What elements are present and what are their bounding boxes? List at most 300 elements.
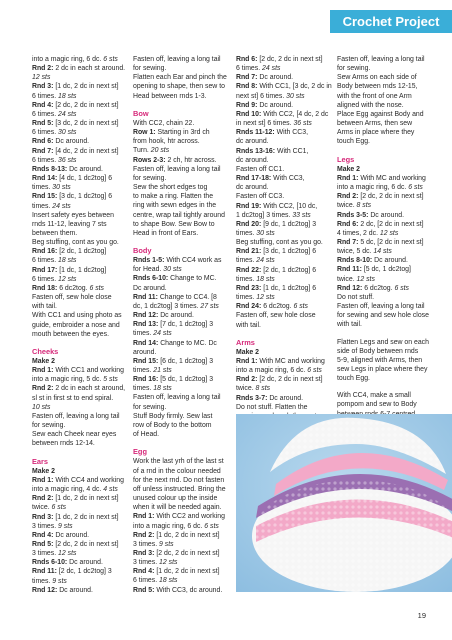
- text-run: in next st] 6 times.: [236, 120, 294, 128]
- text-run: when it will be needed again.: [133, 504, 222, 512]
- text-run: Head in front of Ears.: [133, 229, 199, 237]
- text-run: 6 times.: [133, 577, 160, 585]
- text-run: Rnds 3-7:: [236, 394, 270, 402]
- text-line: [133, 174, 229, 183]
- text-run: Sew Arms on each side of: [337, 74, 417, 82]
- text-line: [32, 55, 128, 64]
- text-run: 6 sts: [307, 367, 322, 375]
- text-line: [133, 467, 229, 476]
- text-line: [133, 512, 229, 521]
- text-run: mouth between the eyes.: [32, 330, 109, 338]
- text-line: [236, 338, 332, 348]
- text-run: [7 dc, 1 dc2tog] 3: [160, 321, 214, 329]
- text-line: [337, 183, 433, 192]
- section-heading: Body: [133, 245, 152, 255]
- text-run: 33 sts: [292, 211, 311, 219]
- text-run: 12 sts: [356, 275, 375, 283]
- text-line: [337, 265, 433, 274]
- text-run: Beg stuffing, cont as you go.: [236, 239, 323, 247]
- text-run: into a magic ring, 4 dc.: [32, 486, 104, 494]
- text-run: 30 sts: [256, 229, 275, 237]
- text-run: Rnds 8-13:: [32, 165, 70, 173]
- text-line: [337, 247, 433, 256]
- text-run: Rnd 1:: [32, 367, 56, 375]
- text-run: Rnd 11:: [32, 568, 59, 576]
- text-line: [32, 64, 128, 73]
- text-run: 6 times.: [32, 92, 59, 100]
- text-line: [236, 293, 332, 302]
- text-run: With CC1,: [276, 147, 309, 155]
- text-line: [32, 457, 128, 467]
- text-run: Rnd 2:: [236, 376, 260, 384]
- text-run: Sew the short edges tog: [133, 184, 208, 192]
- text-run: Fasten off, leaving a long tail: [133, 394, 221, 402]
- text-line: [32, 302, 128, 311]
- text-run: [4 dc, 1 dc2tog] 6: [59, 175, 113, 183]
- text-line: [236, 403, 332, 412]
- text-line: [32, 513, 128, 522]
- text-run: Rnd 3:: [32, 513, 56, 521]
- text-run: 30 sts: [163, 266, 182, 274]
- text-line: [236, 64, 332, 73]
- egg-photo: [236, 414, 452, 592]
- text-run: 24 sts: [153, 330, 172, 338]
- text-run: to shape Bow. Sew Bow to: [133, 220, 215, 228]
- text-line: [133, 375, 229, 384]
- text-line: [133, 476, 229, 485]
- text-line: [236, 92, 332, 101]
- text-run: Rnd 12:: [133, 312, 161, 320]
- text-run: 12 sts: [159, 559, 178, 567]
- text-run: 2 dc in each st around.: [55, 65, 126, 73]
- text-line: [133, 549, 229, 558]
- text-line: [133, 503, 229, 512]
- text-line: [236, 119, 332, 128]
- text-line: [32, 229, 128, 238]
- text-run: 6 sts: [293, 303, 309, 311]
- text-run: Rnd 5:: [32, 120, 56, 128]
- text-line: [133, 522, 229, 531]
- text-run: Rnd 24:: [236, 303, 264, 311]
- text-run: Rnd 7:: [32, 147, 56, 155]
- text-run: Rnd 15:: [32, 193, 60, 201]
- text-line: [337, 229, 433, 238]
- text-run: Rnd 16:: [133, 376, 161, 384]
- text-run: 2 dc, [2 dc in next st]: [360, 220, 424, 228]
- text-line: [236, 302, 332, 311]
- text-run: [6 dc, 1 dc2tog] 3: [160, 357, 214, 365]
- text-run: [5 dc, 1 dc2tog] 3: [160, 376, 214, 384]
- text-line: [337, 284, 433, 293]
- text-run: Rnd 11:: [337, 266, 364, 274]
- text-run: times.: [32, 184, 53, 192]
- text-line: [32, 165, 128, 174]
- text-run: guide, embroider a nose and: [32, 321, 120, 329]
- text-run: 9 sts: [159, 540, 174, 548]
- text-run: twice.: [236, 385, 256, 393]
- text-run: between them.: [32, 229, 78, 237]
- text-line: [32, 375, 128, 384]
- text-run: 12 sts: [58, 550, 77, 558]
- text-run: [1 dc, 1 dc2tog]: [59, 266, 107, 274]
- text-run: from hook, htr across.: [133, 138, 200, 146]
- text-run: Rnds 3-5:: [337, 211, 371, 219]
- section-title: Crochet Project: [342, 14, 440, 29]
- text-run: With CC1 and working: [55, 367, 124, 375]
- paragraph: [337, 338, 433, 384]
- text-run: Rnd 14:: [133, 339, 161, 347]
- text-line: [236, 55, 332, 64]
- text-run: Change to MC.: [170, 275, 217, 283]
- text-line: [133, 265, 229, 274]
- paragraph: [133, 109, 229, 238]
- text-run: Make 2: [32, 467, 55, 475]
- text-run: Fasten off CC1.: [236, 165, 285, 173]
- text-line: [337, 356, 433, 365]
- text-line: [337, 256, 433, 265]
- text-run: Dc around.: [59, 586, 93, 594]
- text-run: Rnd 7:: [236, 74, 260, 82]
- text-run: times.: [236, 257, 257, 265]
- text-line: [133, 366, 229, 375]
- text-line: [133, 531, 229, 540]
- text-run: touch Egg.: [337, 375, 370, 383]
- text-run: Rnd 6:: [337, 220, 361, 228]
- paragraph: [133, 447, 229, 595]
- text-run: Rnd 1:: [133, 513, 157, 521]
- text-run: Dc around.: [374, 257, 408, 265]
- text-run: Rnd 6:: [236, 56, 260, 63]
- text-run: 14 sts: [373, 248, 392, 256]
- text-run: [1 dc, 2 dc in next st]: [156, 531, 220, 539]
- text-line: [236, 174, 332, 183]
- text-run: Make 2: [337, 165, 360, 173]
- text-run: With CC4 work as: [166, 257, 222, 265]
- text-line: [236, 266, 332, 275]
- paragraph: [133, 55, 229, 101]
- column-3: [236, 55, 332, 439]
- text-line: [133, 311, 229, 320]
- text-run: [2 dc, 2 dc in next st]: [360, 193, 424, 201]
- text-line: [133, 201, 229, 210]
- text-run: 6 sts: [394, 284, 410, 292]
- text-run: [3 dc, 1 dc2tog] 6: [263, 248, 317, 256]
- text-run: into a magic ring, 5 dc.: [32, 376, 104, 384]
- text-run: Insert safety eyes between: [32, 211, 114, 219]
- text-line: [32, 293, 128, 302]
- text-line: [32, 238, 128, 247]
- text-run: 3 times.: [133, 559, 160, 567]
- text-run: With CC4 and working: [55, 476, 124, 484]
- text-run: Rnd 19:: [236, 202, 264, 210]
- text-line: [337, 400, 433, 409]
- text-line: [133, 92, 229, 101]
- text-run: [1 dc, 2 dc in next st]: [156, 568, 220, 576]
- text-run: 6 times.: [32, 110, 59, 118]
- text-line: [236, 192, 332, 201]
- text-run: [1 dc, 1 dc2tog] 6: [263, 284, 317, 292]
- text-run: pompom and sew to Body: [337, 401, 417, 409]
- text-line: [133, 137, 229, 146]
- text-line: [337, 293, 433, 302]
- text-run: 6 times.: [32, 156, 59, 164]
- text-run: 18 sts: [58, 92, 77, 100]
- text-run: Turn.: [133, 147, 151, 155]
- text-line: [236, 311, 332, 320]
- text-line: [32, 156, 128, 165]
- text-run: Rnds 8-10:: [337, 257, 375, 265]
- text-run: 12 sts: [32, 74, 51, 82]
- column-2: [133, 55, 229, 595]
- text-line: [32, 549, 128, 558]
- text-run: Stuff Body firmly. Sew last: [133, 412, 213, 420]
- text-run: twice, 5 dc.: [337, 248, 374, 256]
- text-run: twice.: [337, 275, 357, 283]
- text-run: Fasten off, sew hole close: [32, 294, 112, 302]
- paragraph: [236, 55, 332, 330]
- text-line: [236, 375, 332, 384]
- text-run: Rnd 1:: [337, 174, 361, 182]
- text-line: [236, 82, 332, 91]
- text-run: of a rnd in the colour needed: [133, 467, 221, 475]
- text-run: With CC2 and working: [156, 513, 225, 521]
- text-run: 9 sts: [52, 577, 67, 585]
- text-run: for sewing.: [337, 65, 371, 73]
- text-run: 2 dc in each st around,: [55, 385, 126, 393]
- text-run: for the next rnd. Do not fasten: [133, 476, 225, 484]
- text-run: into a magic ring, 6 dc.: [337, 184, 409, 192]
- text-line: [236, 110, 332, 119]
- text-run: Rnds 6-10:: [32, 559, 70, 567]
- text-line: [133, 284, 229, 293]
- text-run: dc, 1 dc2tog] 3 times.: [133, 302, 201, 310]
- text-run: Change to MC. Dc: [160, 339, 217, 347]
- text-line: [32, 577, 128, 586]
- text-line: [32, 284, 128, 293]
- text-run: 36 sts: [58, 156, 77, 164]
- text-run: [3 dc, 2 dc in next st]: [55, 120, 119, 128]
- text-run: With CC2, [4 dc, 2 dc: [263, 110, 329, 118]
- text-line: [337, 73, 433, 82]
- text-run: for sewing.: [133, 403, 167, 411]
- text-run: Flatten Legs and sew on each: [337, 338, 429, 346]
- text-run: Fasten off, leaving a long tail: [337, 56, 425, 63]
- text-run: sl st in first st to end spiral.: [32, 394, 114, 402]
- text-line: [236, 73, 332, 82]
- text-line: [337, 338, 433, 347]
- text-line: [32, 275, 128, 284]
- text-line: [133, 220, 229, 229]
- text-run: to make a ring. Flatten the: [133, 193, 214, 201]
- text-line: [32, 110, 128, 119]
- text-line: [236, 394, 332, 403]
- text-run: 30 sts: [286, 92, 305, 100]
- text-line: [337, 320, 433, 329]
- text-line: [133, 146, 229, 155]
- text-line: [32, 412, 128, 421]
- text-run: [2 dc, 2 dc in next st]: [55, 540, 119, 548]
- text-run: between Arms, then sew: [337, 120, 413, 128]
- text-run: Starting in 3rd ch: [157, 129, 210, 137]
- text-run: Dc around.: [259, 74, 294, 82]
- text-line: [337, 92, 433, 101]
- text-line: [32, 476, 128, 485]
- text-line: [133, 156, 229, 165]
- text-run: [2 dc, 2 dc in next st]: [259, 376, 323, 384]
- text-run: into a magic ring, 6 dc.: [133, 522, 205, 530]
- text-run: Rnd 22:: [236, 266, 264, 274]
- text-run: 20 sts: [150, 147, 170, 155]
- text-run: 36 sts: [293, 120, 312, 128]
- text-line: [337, 220, 433, 229]
- text-run: times.: [236, 294, 257, 302]
- text-run: twice.: [337, 202, 357, 210]
- text-run: [9 dc, 1 dc2tog] 3: [263, 220, 317, 228]
- text-run: Rnds 6-10:: [133, 275, 171, 283]
- text-run: touch Egg.: [337, 138, 370, 146]
- text-line: [133, 302, 229, 311]
- text-run: [1 dc, 2 dc in next st]: [55, 83, 119, 91]
- text-line: [133, 183, 229, 192]
- text-line: [337, 64, 433, 73]
- text-line: [133, 403, 229, 412]
- text-run: 6 times.: [32, 275, 59, 283]
- text-run: Rnd 9:: [236, 101, 260, 109]
- text-line: [133, 412, 229, 421]
- text-run: Rnd 3:: [133, 549, 157, 557]
- text-line: [133, 567, 229, 576]
- text-run: 4 times, 2 dc.: [337, 229, 380, 237]
- text-run: Body between rnds 12-15,: [337, 83, 418, 91]
- text-run: 1 dc2tog] 3 times.: [236, 211, 293, 219]
- paragraph: [32, 457, 128, 595]
- text-line: [32, 421, 128, 430]
- text-line: [133, 348, 229, 357]
- text-line: [133, 329, 229, 338]
- text-run: times.: [133, 385, 154, 393]
- text-line: [133, 256, 229, 265]
- text-run: Place Egg against Body and: [337, 110, 424, 118]
- text-line: [32, 92, 128, 101]
- text-run: [2 dc, 2 dc in next st]: [55, 101, 119, 109]
- text-line: [236, 137, 332, 146]
- text-run: 3 times.: [133, 540, 160, 548]
- text-run: Flatten each Ear and pinch the: [133, 74, 227, 82]
- text-run: Dc around.: [55, 138, 90, 146]
- text-run: Rnd 20:: [236, 220, 264, 228]
- text-line: [236, 366, 332, 375]
- text-line: [133, 457, 229, 466]
- text-line: [337, 155, 433, 165]
- text-run: With CC2, chain 22.: [133, 119, 195, 127]
- text-run: dc around.: [236, 184, 269, 192]
- text-line: [32, 247, 128, 256]
- page-number: 19: [417, 611, 426, 620]
- text-run: With CC2, [10 dc,: [263, 202, 318, 210]
- text-run: With CC3, dc around.: [156, 586, 223, 594]
- text-run: with tail.: [236, 321, 261, 329]
- text-line: [236, 256, 332, 265]
- text-line: [133, 55, 229, 64]
- text-run: Make 2: [236, 348, 259, 356]
- text-run: next st] 6 times.: [236, 92, 287, 100]
- text-run: between rnds 12-14.: [32, 440, 95, 448]
- text-run: Rnd 5:: [32, 540, 56, 548]
- text-run: centre, wrap tail tightly around: [133, 211, 225, 219]
- text-run: off unless instructed. Bring the: [133, 485, 226, 493]
- section-heading: Egg: [133, 447, 147, 457]
- text-run: 18 sts: [159, 577, 178, 585]
- text-line: [133, 119, 229, 128]
- text-line: [32, 430, 128, 439]
- text-run: unused colour up the inside: [133, 495, 218, 503]
- text-line: [236, 220, 332, 229]
- text-run: Row 1:: [133, 129, 158, 137]
- text-line: [32, 567, 128, 576]
- text-line: [32, 439, 128, 448]
- text-run: With CC4, make a small: [337, 392, 411, 400]
- text-line: [236, 156, 332, 165]
- text-run: Rnd 18:: [32, 284, 60, 292]
- text-run: Rnd 21:: [236, 248, 264, 256]
- text-run: 6 sts: [103, 56, 118, 63]
- text-line: [32, 73, 128, 82]
- section-banner: [330, 10, 452, 33]
- text-run: Do not stuff. Flatten the: [236, 403, 308, 411]
- column-1: [32, 55, 128, 595]
- text-run: 6 dc2tog.: [59, 284, 90, 292]
- text-run: Dc around.: [55, 531, 90, 539]
- text-run: Rnd 16:: [32, 248, 60, 256]
- text-run: Rnd 11:: [133, 293, 160, 301]
- text-line: [32, 586, 128, 595]
- text-line: [32, 174, 128, 183]
- text-run: for Head.: [133, 266, 164, 274]
- text-line: [133, 192, 229, 201]
- text-run: With CC3,: [273, 175, 305, 183]
- text-line: [133, 165, 229, 174]
- text-run: [2 dc, 1 dc2tog] 3: [58, 568, 112, 576]
- text-line: [337, 101, 433, 110]
- text-run: 6 sts: [408, 184, 423, 192]
- text-run: [1 dc, 2 dc in next st]: [55, 495, 119, 503]
- text-line: [337, 391, 433, 400]
- text-run: Rnd 2:: [32, 65, 56, 73]
- text-line: [133, 211, 229, 220]
- text-run: 18 sts: [256, 275, 275, 283]
- text-run: Dc around.: [160, 312, 194, 320]
- text-line: [337, 201, 433, 210]
- text-line: [337, 119, 433, 128]
- text-run: row of Body to the bottom: [133, 421, 212, 429]
- text-line: [337, 137, 433, 146]
- text-run: 6 sts: [89, 284, 105, 292]
- text-run: 30 sts: [52, 184, 71, 192]
- text-line: [133, 229, 229, 238]
- text-run: Rnds 1-5:: [133, 257, 167, 265]
- text-run: 8 sts: [255, 385, 271, 393]
- text-run: [1 dc, 2 dc in next st]: [55, 513, 119, 521]
- text-line: [133, 485, 229, 494]
- section-heading: Arms: [236, 337, 255, 347]
- text-line: [236, 229, 332, 238]
- text-run: [2 dc, 2 dc in next st]: [259, 56, 323, 63]
- text-run: Fasten off, leaving a long tail: [133, 56, 221, 63]
- text-run: Rows 2-3:: [133, 156, 168, 164]
- text-line: [133, 384, 229, 393]
- text-run: for sewing and sew hole close: [337, 312, 429, 320]
- text-run: Dc around.: [259, 101, 294, 109]
